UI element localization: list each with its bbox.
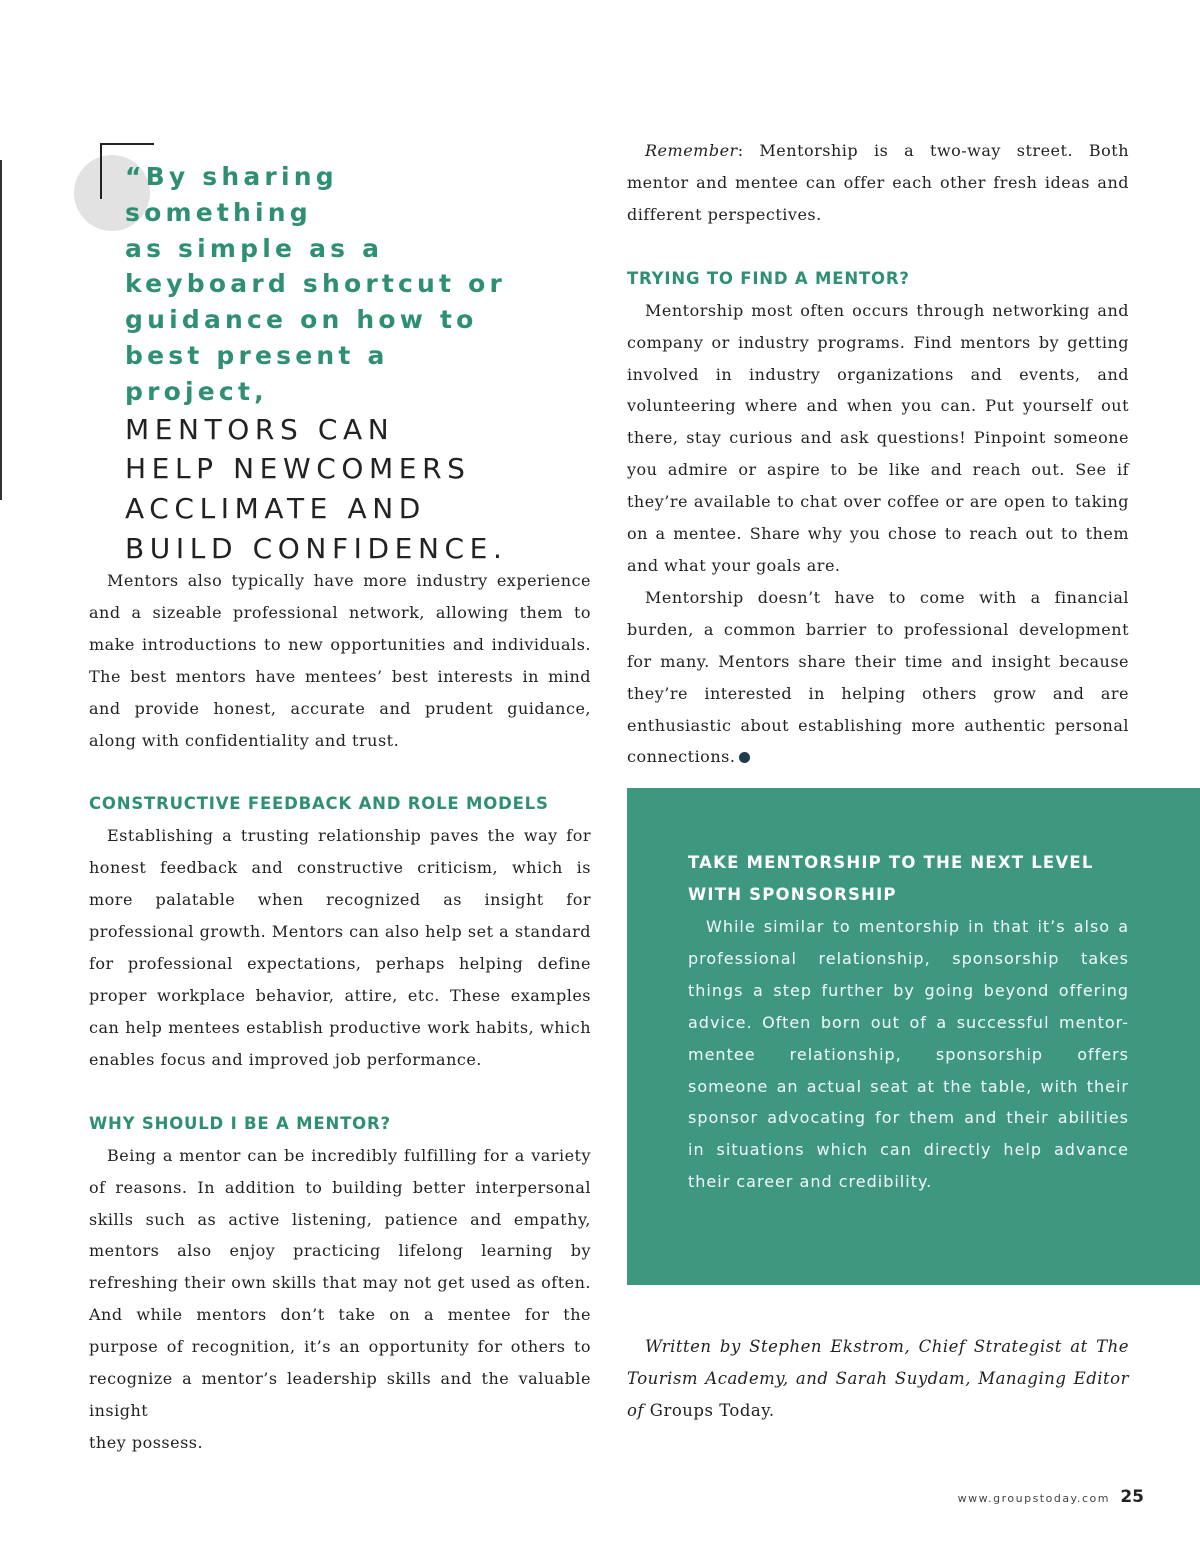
pull-quote-line: BUILD CONFIDENCE.	[125, 531, 508, 565]
why-mentor-last-line: they possess.	[89, 1432, 204, 1452]
pull-quote-line: ACCLIMATE AND	[125, 492, 426, 526]
sidebar-heading: TAKE MENTORSHIP TO THE NEXT LEVEL WITH SPONSORSHIP	[688, 853, 1094, 904]
pull-quote-line: guidance on how to	[125, 305, 478, 335]
left-column	[89, 565, 591, 1459]
find-mentor-paragraph-2	[627, 582, 1129, 773]
page-number: 25	[1120, 1487, 1144, 1507]
pull-quote-line: keyboard shortcut or	[125, 269, 506, 299]
sidebar-content	[688, 847, 1129, 1198]
sidebar-paragraph: While similar to mentorship in that it’s also a professional relationship, sponsorship takes things a step further by going beyond offering advice. Often born out of a successful mentor-mentee relationship, sponsorship offers someone an actual seat at the table, with their sponsor advocating for them and their abilities in situations which can directly help advance their career and credibility.	[688, 917, 1129, 1192]
pull-quote	[74, 143, 544, 565]
pull-quote-line: HELP NEWCOMERS	[125, 452, 471, 486]
remember-label: Remember	[645, 141, 738, 160]
footer-url: www.groupstoday.com	[957, 1492, 1110, 1505]
end-mark-icon	[739, 752, 750, 763]
byline	[627, 1331, 1129, 1427]
byline-paragraph	[627, 1331, 1129, 1427]
remember-paragraph	[627, 135, 1129, 231]
intro-paragraph: Mentors also typically have more industry experience and a sizeable professional network, allowing them to make introductions to new opportunities and individuals. The best mentors have mentees’ best interests in mind and provide honest, accurate and prudent guidance, along with confidentiality and trust.	[89, 571, 591, 750]
why-mentor-heading: WHY SHOULD I BE A MENTOR?	[89, 1113, 391, 1133]
why-mentor-paragraph: Being a mentor can be incredibly fulfilling for a variety of reasons. In addition to building better interpersonal skills such as active listening, patience and empathy, mentors also enjoy practicing lifelong learning by refreshing their own skills that may not get used as often. And while mentors don’t take on a mentee for the purpose of recognition, it’s an opportunity for others to recognize a mentor’s leadership skills and the valuable insight	[89, 1145, 591, 1420]
feedback-paragraph: Establishing a trusting relationship paves the way for honest feedback and constructive criticism, which is more palatable when recognized as insight for professional growth. Mentors can also help set a standard for professional expectations, perhaps helping define proper workplace behavior, attire, etc. These examples can help mentees establish productive work habits, which enables focus and improved job performance.	[89, 826, 591, 1069]
pull-quote-line: “By sharing something	[125, 162, 338, 227]
feedback-heading: CONSTRUCTIVE FEEDBACK AND ROLE MODELS	[89, 794, 549, 814]
pull-quote-line: MENTORS CAN	[125, 412, 395, 446]
left-margin-rule	[0, 160, 2, 500]
byline-publication: Groups Today.	[649, 1401, 775, 1420]
byline-authors: Written by Stephen Ekstrom, Chief Strategist at The Tourism Academy, and Sarah Suydam, Managing Editor of	[627, 1337, 1129, 1420]
sponsorship-sidebar-box	[627, 788, 1200, 1285]
remember-text: : Mentorship is a two-way street. Both mentor and mentee can offer each other fresh ideas and different perspectives.	[627, 141, 1129, 224]
pull-quote-text	[125, 159, 535, 569]
right-column	[627, 135, 1129, 773]
find-mentor-paragraph-1: Mentorship most often occurs through networking and company or industry programs. Find mentors by getting involved in industry organizations and events, and volunteering where and when you can. Put yourself out there, stay curious and ask questions! Pinpoint someone you admire or aspire to be like and reach out. See if they’re available to chat over coffee or are open to taking on a mentee. Share why you chose to reach out to them and what your goals are.	[627, 300, 1129, 575]
pull-quote-line: best present a project,	[125, 340, 389, 406]
find-mentor-paragraph-2-text: Mentorship doesn’t have to come with a financial burden, a common barrier to professional development for many. Mentors share their time and insight because they’re interested in helping others grow and are enthusiastic about establishing more authentic personal connections.	[627, 587, 1129, 767]
pull-quote-line: as simple as a	[125, 233, 384, 263]
find-mentor-heading: TRYING TO FIND A MENTOR?	[627, 268, 910, 288]
